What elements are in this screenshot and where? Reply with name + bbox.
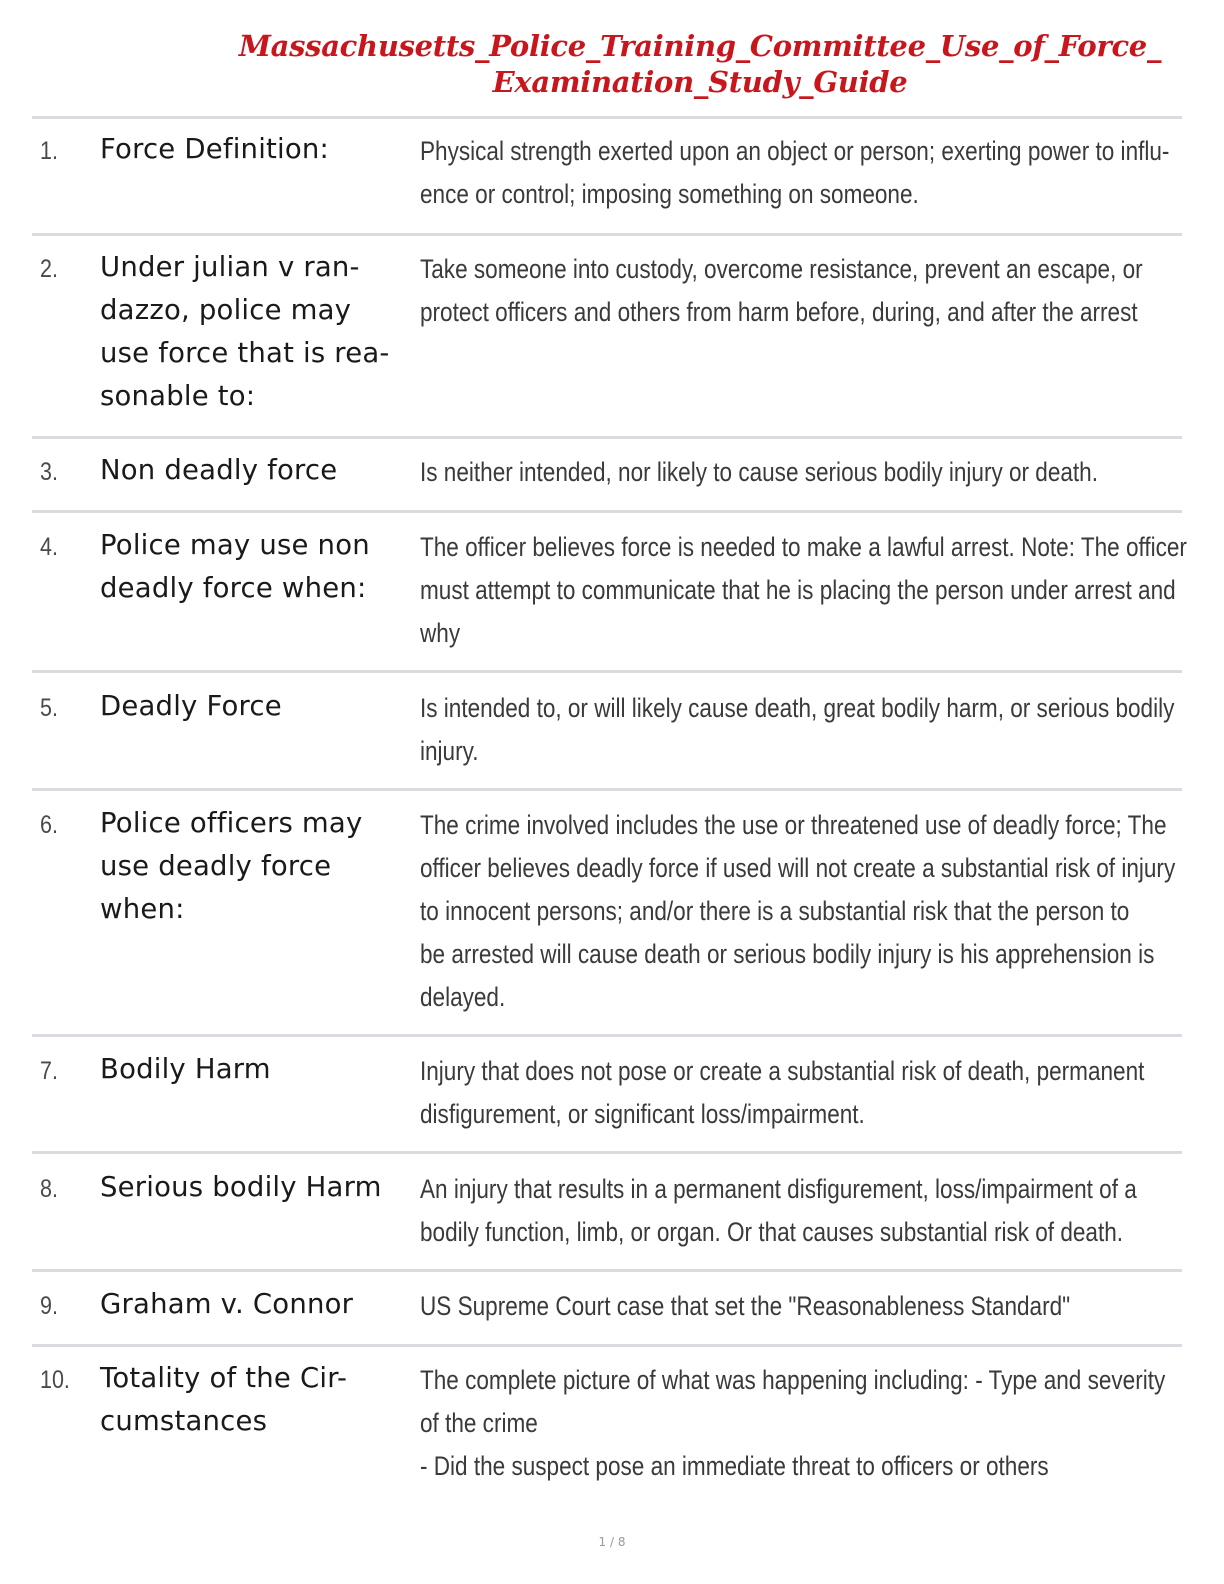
entry-term: Non deadly force <box>100 454 338 486</box>
entry-term: Bodily Harm <box>100 1053 271 1085</box>
entry-definition: An injury that results in a permanent disfigurement, loss/impairment of a bodily function, limb, or organ. Or that causes substantial risk of death. <box>420 1174 1137 1247</box>
entry-definition: Take someone into custody, overcome resistance, prevent an escape, or protect officers and others from harm before, during, and after the arrest <box>420 254 1143 327</box>
document-title <box>120 28 1224 100</box>
divider <box>32 233 1182 236</box>
divider <box>32 788 1182 791</box>
entry-definition: The officer believes force is needed to make a lawful arrest. Note: The officer must attempt to communicate that he is placing the person under arrest and why <box>420 532 1187 648</box>
entry-number: 2. <box>40 255 58 283</box>
divider <box>32 510 1182 513</box>
entry-number: 8. <box>40 1175 58 1203</box>
page-indicator: 1 / 8 <box>598 1535 626 1549</box>
entry-term: Totality of the Cir- cumstances <box>100 1362 348 1437</box>
entry-definition: Is intended to, or will likely cause death, great bodily harm, or serious bodily injury. <box>420 693 1175 766</box>
entry-term: Serious bodily Harm <box>100 1171 382 1203</box>
entry-term: Deadly Force <box>100 690 282 722</box>
entry-definition: The complete picture of what was happening including: - Type and severity of the crime - Did the suspect pose an immediate threat to officers or others <box>420 1365 1166 1481</box>
entry-number: 7. <box>40 1057 58 1085</box>
entry-number: 1. <box>40 137 58 165</box>
entry-definition: Is neither intended, nor likely to cause serious bodily injury or death. <box>420 457 1098 487</box>
divider <box>32 1034 1182 1037</box>
divider <box>32 1269 1182 1272</box>
title-line-2: Examination_Study_Guide <box>492 65 908 99</box>
entry-term: Under julian v ran- dazzo, police may use force that is rea- sonable to: <box>100 251 390 412</box>
entry-number: 9. <box>40 1292 58 1320</box>
entry-definition: The crime involved includes the use or threatened use of deadly force; The officer believes deadly force if used will not create a substantial risk of injury to innocent persons; and/or there is a substantial risk that the person to be arrested will cause death or serious bodily injury is his apprehension is delayed. <box>420 810 1176 1012</box>
entry-number: 5. <box>40 694 58 722</box>
title-line-1: Massachusetts_Police_Training_Committee_Use_of_Force_ <box>238 29 1162 63</box>
divider <box>32 1151 1182 1154</box>
entry-number: 4. <box>40 533 58 561</box>
entry-term: Graham v. Connor <box>100 1288 354 1320</box>
entry-number: 3. <box>40 458 58 486</box>
entry-number: 10. <box>40 1366 70 1394</box>
entry-definition: Injury that does not pose or create a substantial risk of death, permanent disfigurement, or significant loss/impairment. <box>420 1056 1145 1129</box>
divider <box>32 1344 1182 1347</box>
entry-definition: US Supreme Court case that set the "Reasonableness Standard" <box>420 1291 1071 1321</box>
divider <box>32 116 1182 119</box>
entry-number: 6. <box>40 811 58 839</box>
entry-definition: Physical strength exerted upon an object or person; exerting power to influ- ence or control; imposing something on someone. <box>420 136 1170 209</box>
entry-term: Police may use non deadly force when: <box>100 529 370 604</box>
entry-term: Force Definition: <box>100 133 329 165</box>
divider <box>32 670 1182 673</box>
divider <box>32 436 1182 439</box>
entry-term: Police officers may use deadly force when: <box>100 807 363 925</box>
